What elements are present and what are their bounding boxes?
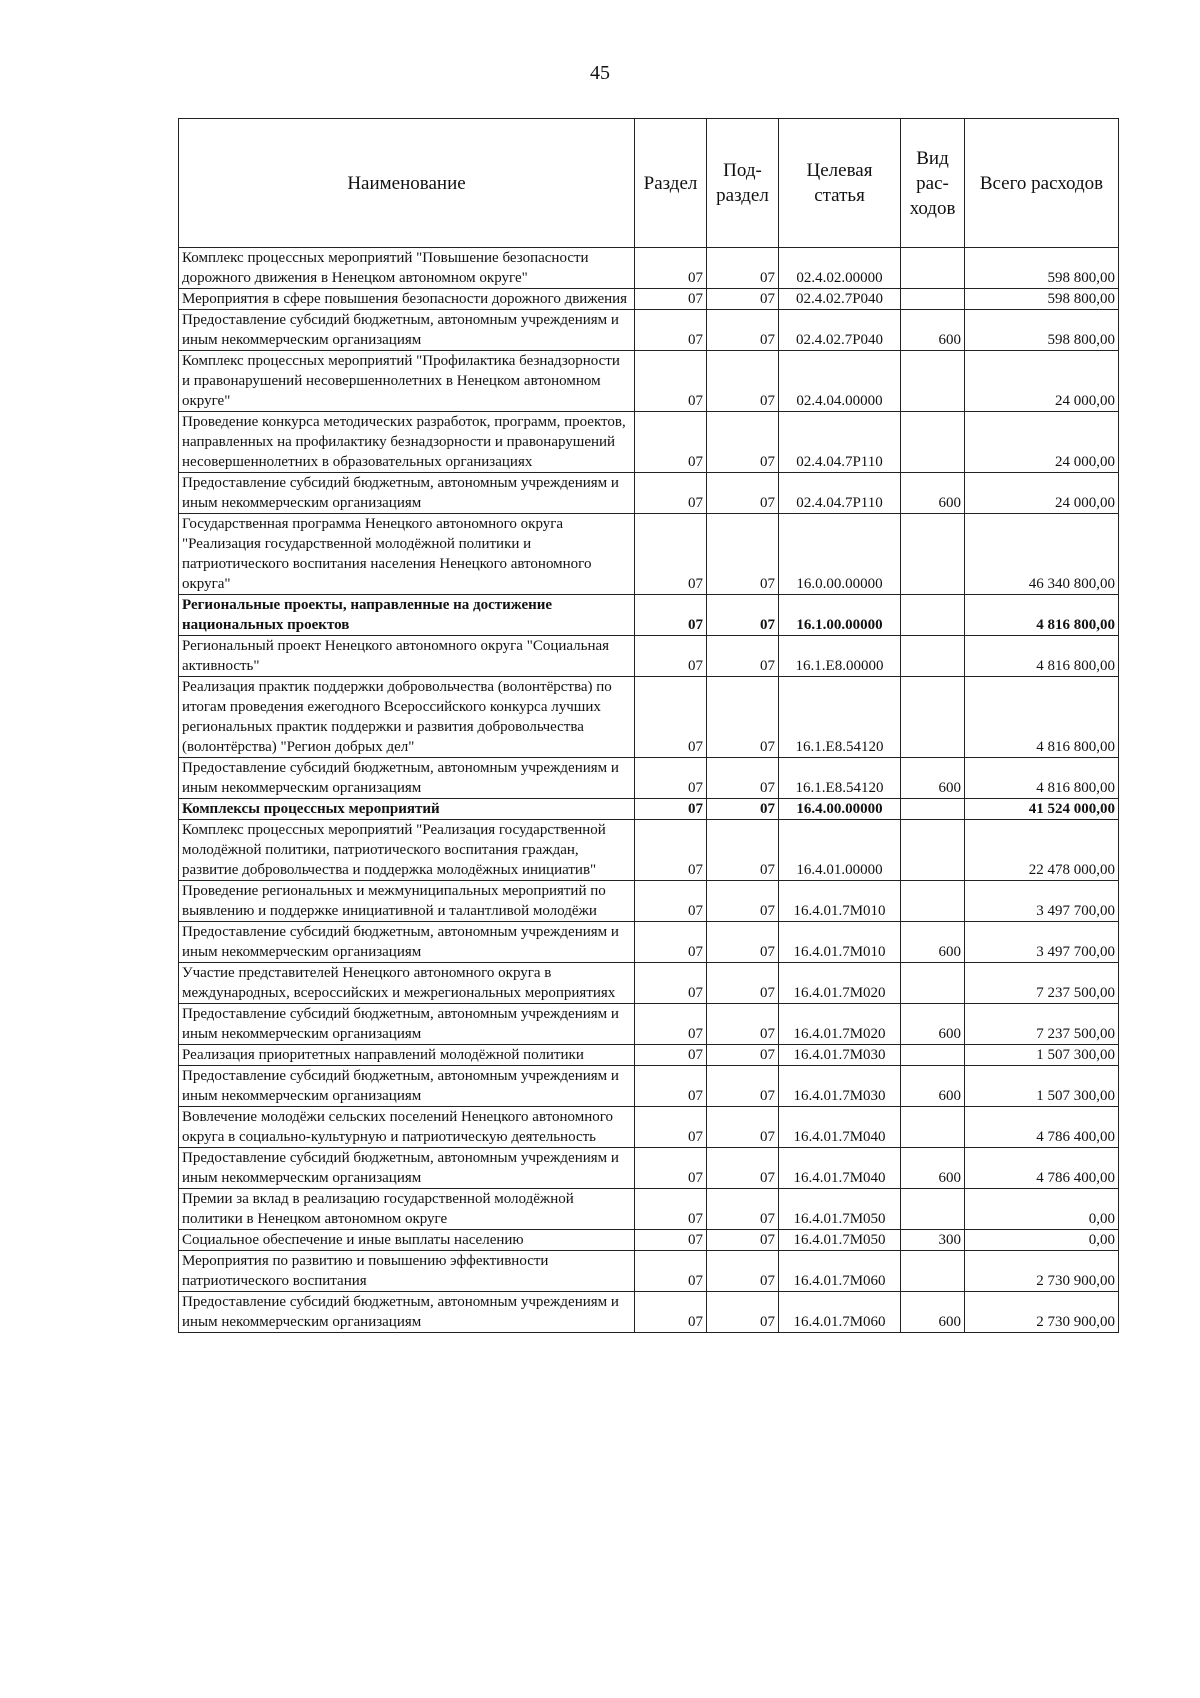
- row-expense-type: [901, 799, 965, 820]
- row-subsection: 07: [707, 820, 779, 881]
- table-row: [179, 351, 1119, 412]
- row-total: 598 800,00: [965, 248, 1119, 289]
- row-target-article: 16.1.E8.54120: [779, 677, 901, 758]
- row-total: 0,00: [965, 1230, 1119, 1251]
- header-total: Всего расходов: [965, 119, 1119, 248]
- header-name: Наименование: [179, 119, 635, 248]
- row-subsection: 07: [707, 1251, 779, 1292]
- row-section: 07: [635, 1148, 707, 1189]
- row-name: Предоставление субсидий бюджетным, автономным учреждениям и иным некоммерческим организациям: [179, 1066, 635, 1107]
- header-section: Раздел: [635, 119, 707, 248]
- row-section: 07: [635, 351, 707, 412]
- table-row: [179, 758, 1119, 799]
- row-name: Вовлечение молодёжи сельских поселений Ненецкого автономного округа в социально-культурную и патриотическую деятельность: [179, 1107, 635, 1148]
- row-section: 07: [635, 1230, 707, 1251]
- row-subsection: 07: [707, 1004, 779, 1045]
- row-total: 24 000,00: [965, 412, 1119, 473]
- table-row: [179, 1004, 1119, 1045]
- row-name: Мероприятия по развитию и повышению эффективности патриотического воспитания: [179, 1251, 635, 1292]
- table-row: [179, 473, 1119, 514]
- row-section: 07: [635, 820, 707, 881]
- table-row: [179, 1292, 1119, 1333]
- row-total: 4 786 400,00: [965, 1107, 1119, 1148]
- row-total: 0,00: [965, 1189, 1119, 1230]
- row-expense-type: 300: [901, 1230, 965, 1251]
- table-row: [179, 1148, 1119, 1189]
- row-expense-type: [901, 248, 965, 289]
- row-subsection: 07: [707, 1045, 779, 1066]
- row-expense-type: [901, 1107, 965, 1148]
- row-target-article: 16.4.01.7M030: [779, 1066, 901, 1107]
- row-name: Комплекс процессных мероприятий "Повышение безопасности дорожного движения в Ненецком автономном округе": [179, 248, 635, 289]
- row-target-article: 02.4.04.7P110: [779, 412, 901, 473]
- row-section: 07: [635, 677, 707, 758]
- row-expense-type: 600: [901, 473, 965, 514]
- row-expense-type: [901, 351, 965, 412]
- row-name: Комплексы процессных мероприятий: [179, 799, 635, 820]
- row-target-article: 16.4.01.7M040: [779, 1148, 901, 1189]
- row-expense-type: 600: [901, 1148, 965, 1189]
- table-row: [179, 248, 1119, 289]
- row-section: 07: [635, 248, 707, 289]
- row-target-article: 16.0.00.00000: [779, 514, 901, 595]
- row-section: 07: [635, 1107, 707, 1148]
- row-section: 07: [635, 636, 707, 677]
- row-section: 07: [635, 289, 707, 310]
- row-subsection: 07: [707, 758, 779, 799]
- row-total: 2 730 900,00: [965, 1251, 1119, 1292]
- budget-table: [178, 118, 1119, 1333]
- row-name: Мероприятия в сфере повышения безопасности дорожного движения: [179, 289, 635, 310]
- row-expense-type: 600: [901, 310, 965, 351]
- row-name: Реализация практик поддержки добровольчества (волонтёрства) по итогам проведения ежегодного Всероссийского конкурса лучших региональных практик поддержки и развития добровольчества (волонтёрства) "Регион добрых дел": [179, 677, 635, 758]
- table-row: [179, 1230, 1119, 1251]
- row-name: Предоставление субсидий бюджетным, автономным учреждениям и иным некоммерческим организациям: [179, 1004, 635, 1045]
- row-target-article: 02.4.02.7P040: [779, 310, 901, 351]
- row-expense-type: 600: [901, 1004, 965, 1045]
- row-name: Участие представителей Ненецкого автономного округа в международных, всероссийских и межрегиональных мероприятиях: [179, 963, 635, 1004]
- row-subsection: 07: [707, 799, 779, 820]
- row-name: Социальное обеспечение и иные выплаты населению: [179, 1230, 635, 1251]
- row-name: Предоставление субсидий бюджетным, автономным учреждениям и иным некоммерческим организациям: [179, 1148, 635, 1189]
- row-target-article: 16.1.E8.54120: [779, 758, 901, 799]
- row-target-article: 02.4.02.7P040: [779, 289, 901, 310]
- row-expense-type: 600: [901, 922, 965, 963]
- row-target-article: 16.4.01.7M060: [779, 1251, 901, 1292]
- row-total: 24 000,00: [965, 351, 1119, 412]
- row-section: 07: [635, 473, 707, 514]
- row-target-article: 16.4.01.00000: [779, 820, 901, 881]
- table-row: [179, 677, 1119, 758]
- row-subsection: 07: [707, 595, 779, 636]
- row-subsection: 07: [707, 310, 779, 351]
- row-total: 4 816 800,00: [965, 636, 1119, 677]
- row-section: 07: [635, 595, 707, 636]
- row-section: 07: [635, 799, 707, 820]
- table-row: [179, 412, 1119, 473]
- row-total: 598 800,00: [965, 310, 1119, 351]
- row-section: 07: [635, 1004, 707, 1045]
- row-target-article: 02.4.04.7P110: [779, 473, 901, 514]
- row-total: 41 524 000,00: [965, 799, 1119, 820]
- row-section: 07: [635, 1251, 707, 1292]
- row-target-article: 16.4.01.7M020: [779, 963, 901, 1004]
- row-target-article: 16.4.01.7M020: [779, 1004, 901, 1045]
- row-subsection: 07: [707, 1189, 779, 1230]
- row-subsection: 07: [707, 1107, 779, 1148]
- row-section: 07: [635, 758, 707, 799]
- table-row: [179, 595, 1119, 636]
- row-expense-type: [901, 963, 965, 1004]
- row-expense-type: [901, 289, 965, 310]
- row-expense-type: [901, 595, 965, 636]
- row-total: 7 237 500,00: [965, 963, 1119, 1004]
- row-expense-type: [901, 412, 965, 473]
- row-name: Проведение региональных и межмуниципальных мероприятий по выявлению и поддержке инициативной и талантливой молодёжи: [179, 881, 635, 922]
- row-subsection: 07: [707, 963, 779, 1004]
- row-target-article: 16.1.00.00000: [779, 595, 901, 636]
- row-section: 07: [635, 310, 707, 351]
- row-subsection: 07: [707, 1066, 779, 1107]
- table-row: [179, 636, 1119, 677]
- row-expense-type: [901, 677, 965, 758]
- table-body: [179, 248, 1119, 1333]
- row-total: 22 478 000,00: [965, 820, 1119, 881]
- row-expense-type: [901, 514, 965, 595]
- row-name: Предоставление субсидий бюджетным, автономным учреждениям и иным некоммерческим организациям: [179, 310, 635, 351]
- table-row: [179, 514, 1119, 595]
- row-name: Региональные проекты, направленные на достижение национальных проектов: [179, 595, 635, 636]
- table-header-row: [179, 119, 1119, 248]
- row-target-article: 02.4.04.00000: [779, 351, 901, 412]
- row-subsection: 07: [707, 248, 779, 289]
- table-row: [179, 289, 1119, 310]
- row-subsection: 07: [707, 1148, 779, 1189]
- row-total: 24 000,00: [965, 473, 1119, 514]
- row-name: Региональный проект Ненецкого автономного округа "Социальная активность": [179, 636, 635, 677]
- row-expense-type: 600: [901, 1066, 965, 1107]
- row-name: Комплекс процессных мероприятий "Реализация государственной молодёжной политики, патриотического воспитания граждан, развитие добровольчества и поддержка молодёжных инициатив": [179, 820, 635, 881]
- row-section: 07: [635, 963, 707, 1004]
- row-subsection: 07: [707, 351, 779, 412]
- row-subsection: 07: [707, 636, 779, 677]
- header-subsection: Под-раздел: [707, 119, 779, 248]
- row-expense-type: [901, 820, 965, 881]
- row-name: Премии за вклад в реализацию государственной молодёжной политики в Ненецком автономном округе: [179, 1189, 635, 1230]
- row-total: 2 730 900,00: [965, 1292, 1119, 1333]
- table-row: [179, 1045, 1119, 1066]
- row-target-article: 16.4.01.7M030: [779, 1045, 901, 1066]
- table-row: [179, 922, 1119, 963]
- table-row: [179, 1107, 1119, 1148]
- table-row: [179, 1189, 1119, 1230]
- row-section: 07: [635, 881, 707, 922]
- row-subsection: 07: [707, 677, 779, 758]
- row-total: 4 816 800,00: [965, 677, 1119, 758]
- row-name: Предоставление субсидий бюджетным, автономным учреждениям и иным некоммерческим организациям: [179, 922, 635, 963]
- row-target-article: 16.4.01.7M010: [779, 881, 901, 922]
- row-section: 07: [635, 1292, 707, 1333]
- row-target-article: 16.4.01.7M060: [779, 1292, 901, 1333]
- row-target-article: 16.4.01.7M010: [779, 922, 901, 963]
- row-total: 4 786 400,00: [965, 1148, 1119, 1189]
- table-row: [179, 963, 1119, 1004]
- row-expense-type: [901, 1189, 965, 1230]
- row-name: Реализация приоритетных направлений молодёжной политики: [179, 1045, 635, 1066]
- table-row: [179, 799, 1119, 820]
- row-section: 07: [635, 1066, 707, 1107]
- row-expense-type: 600: [901, 758, 965, 799]
- row-target-article: 02.4.02.00000: [779, 248, 901, 289]
- row-total: 3 497 700,00: [965, 922, 1119, 963]
- row-name: Комплекс процессных мероприятий "Профилактика безнадзорности и правонарушений несовершеннолетних в Ненецком автономном округе": [179, 351, 635, 412]
- row-expense-type: [901, 636, 965, 677]
- row-total: 1 507 300,00: [965, 1045, 1119, 1066]
- row-name: Предоставление субсидий бюджетным, автономным учреждениям и иным некоммерческим организациям: [179, 473, 635, 514]
- page-number: 45: [590, 62, 610, 84]
- row-total: 598 800,00: [965, 289, 1119, 310]
- row-subsection: 07: [707, 922, 779, 963]
- row-subsection: 07: [707, 473, 779, 514]
- row-name: Предоставление субсидий бюджетным, автономным учреждениям и иным некоммерческим организациям: [179, 758, 635, 799]
- row-subsection: 07: [707, 412, 779, 473]
- row-expense-type: [901, 1045, 965, 1066]
- row-subsection: 07: [707, 514, 779, 595]
- row-target-article: 16.4.00.00000: [779, 799, 901, 820]
- row-total: 46 340 800,00: [965, 514, 1119, 595]
- row-section: 07: [635, 1045, 707, 1066]
- row-expense-type: [901, 881, 965, 922]
- row-subsection: 07: [707, 1230, 779, 1251]
- table-row: [179, 310, 1119, 351]
- row-subsection: 07: [707, 1292, 779, 1333]
- row-section: 07: [635, 922, 707, 963]
- header-target-article: Целевая статья: [779, 119, 901, 248]
- row-expense-type: 600: [901, 1292, 965, 1333]
- row-subsection: 07: [707, 289, 779, 310]
- row-target-article: 16.4.01.7M050: [779, 1230, 901, 1251]
- row-name: Проведение конкурса методических разработок, программ, проектов, направленных на профилактику безнадзорности и правонарушений несовершеннолетних в образовательных организациях: [179, 412, 635, 473]
- row-target-article: 16.4.01.7M050: [779, 1189, 901, 1230]
- header-expense-type: Вид рас-ходов: [901, 119, 965, 248]
- table-row: [179, 820, 1119, 881]
- row-section: 07: [635, 514, 707, 595]
- table-row: [179, 1251, 1119, 1292]
- row-total: 4 816 800,00: [965, 758, 1119, 799]
- row-subsection: 07: [707, 881, 779, 922]
- row-total: 3 497 700,00: [965, 881, 1119, 922]
- row-total: 7 237 500,00: [965, 1004, 1119, 1045]
- row-section: 07: [635, 412, 707, 473]
- row-name: Государственная программа Ненецкого автономного округа "Реализация государственной молодёжной политики и патриотического воспитания населения Ненецкого автономного округа": [179, 514, 635, 595]
- row-total: 4 816 800,00: [965, 595, 1119, 636]
- row-total: 1 507 300,00: [965, 1066, 1119, 1107]
- row-target-article: 16.1.E8.00000: [779, 636, 901, 677]
- row-section: 07: [635, 1189, 707, 1230]
- row-target-article: 16.4.01.7M040: [779, 1107, 901, 1148]
- row-expense-type: [901, 1251, 965, 1292]
- table-row: [179, 881, 1119, 922]
- row-name: Предоставление субсидий бюджетным, автономным учреждениям и иным некоммерческим организациям: [179, 1292, 635, 1333]
- table-row: [179, 1066, 1119, 1107]
